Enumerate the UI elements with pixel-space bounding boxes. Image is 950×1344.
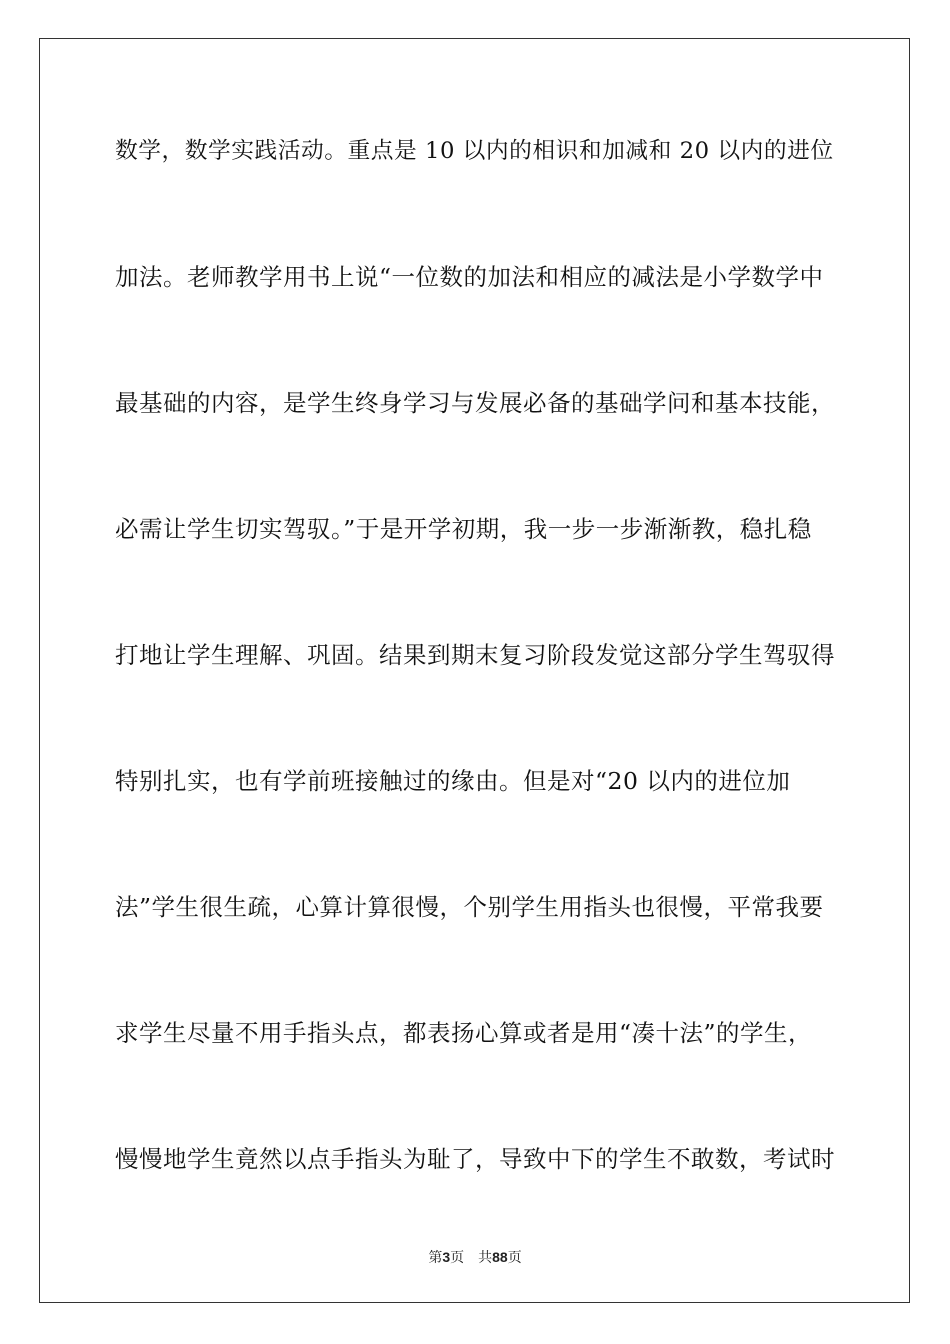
total-label-suffix: 页 [507,1250,522,1266]
text-line: 慢慢地学生竟然以点手指头为耻了，导致中下的学生不敢数，考试时 [115,1145,835,1173]
page-number: 3 [442,1249,451,1265]
text-line: 特别扎实，也有学前班接触过的缘由。但是对“20 以内的进位加 [115,767,791,795]
text-line: 数学，数学实践活动。重点是 10 以内的相识和加减和 20 以内的进位 [115,138,834,164]
text-line: 最基础的内容，是学生终身学习与发展必备的基础学问和基本技能， [115,389,835,417]
text-line: 法”学生很生疏，心算计算很慢，个别学生用指头也很慢，平常我要 [115,893,824,921]
text-line: 加法。老师教学用书上说“一位数的加法和相应的减法是小学数学中 [115,263,824,291]
text-line: 求学生尽量不用手指头点，都表扬心算或者是用“凑十法”的学生， [115,1019,813,1047]
total-label-prefix: 共 [478,1250,493,1266]
document-body [115,126,835,1260]
text-line: 打地让学生理解、巩固。结果到期末复习阶段发觉这部分学生驾驭得 [115,641,835,669]
text-line: 必需让学生切实驾驭。”于是开学初期，我一步一步渐渐教，稳扎稳 [115,515,812,543]
page-footer [0,1247,950,1267]
total-pages: 88 [492,1249,508,1265]
page-label-suffix: 页 [450,1250,465,1266]
page-label-prefix: 第 [428,1250,443,1266]
